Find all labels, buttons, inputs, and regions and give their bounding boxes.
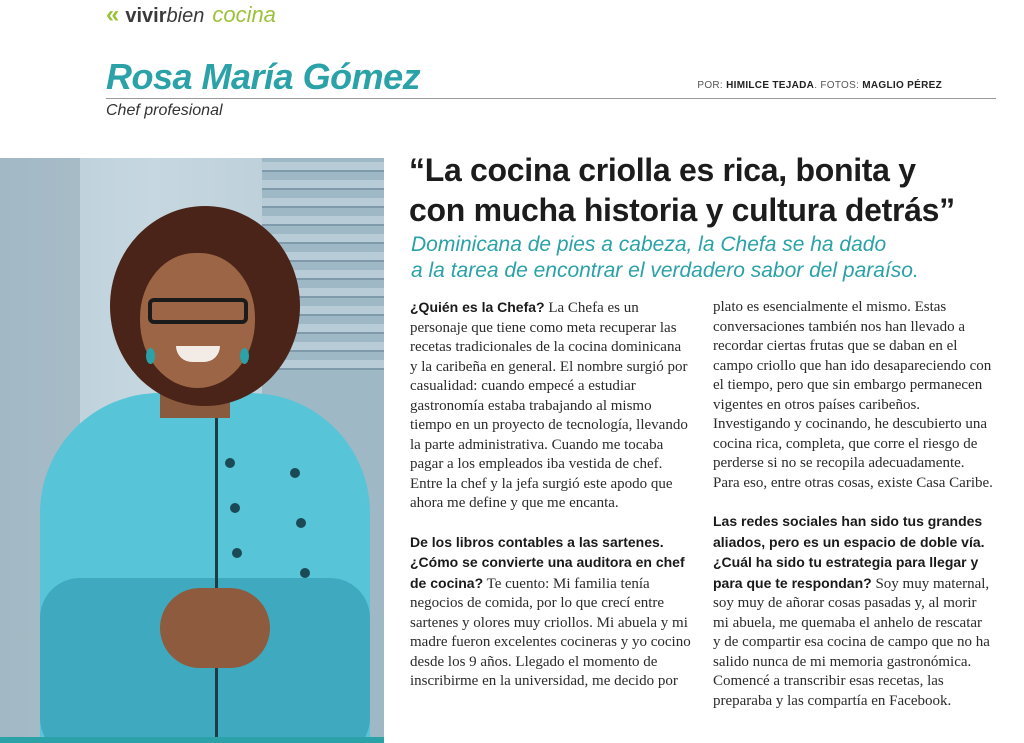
question: De los libros contables a las sartenes. ¿Cómo se convierte una auditora en chef de cocina?	[410, 533, 685, 591]
chevron-left-icon: «	[106, 1, 114, 28]
interviewee-role: Chef profesional	[106, 102, 223, 119]
headline-line-1: “La cocina criolla es rica, bonita y	[409, 152, 916, 188]
headline-line-2: con mucha historia y cultura detrás”	[409, 192, 955, 228]
article-deck	[411, 232, 1011, 284]
paragraph: plato es esencialmente el mismo. Estas conversaciones también nos han llevado a recordar ciertas frutas que se daban en el campo criollo que han ido desapareciendo con el tiempo, pero que sin embargo permanecen vigentes en otros países caribeños. Investigando y cocinando, he descubierto una cocina rica, completa, que corre el riesgo de perderse si no se recopila adecuadamente. Para eso, entre otras cosas, existe Casa Caribe.	[713, 299, 993, 491]
question: ¿Quién es la Chefa?	[410, 299, 545, 315]
byline-por-label: POR:	[697, 80, 723, 91]
body-column-right	[713, 298, 993, 730]
byline-fotos-label: . FOTOS:	[814, 80, 860, 91]
byline	[697, 80, 942, 91]
answer: La Chefa es un personaje que tiene como meta recuperar las recetas tradicionales de la cocina dominicana y la caribeña en general. El nombre surgió por casualidad: cuando empecé a estudiar gastronomía estaba trabajando al mismo tiempo en un proyecto de tecnología, llevando la parte administrativa. Cuando me tocaba pagar a los empleados iba vestida de chef. Entre la chef y la jefa surgió este apodo que ahora me define y que me encanta.	[410, 300, 688, 511]
paragraph	[713, 512, 993, 711]
byline-photographer: MAGLIO PÉREZ	[862, 80, 942, 91]
byline-author: HIMILCE TEJADA	[726, 80, 815, 91]
body-column-left	[410, 298, 692, 711]
article-headline	[409, 150, 1009, 230]
paragraph	[410, 533, 692, 692]
paragraph	[410, 298, 692, 514]
glasses	[148, 298, 248, 324]
question: Las redes sociales han sido tus grandes aliados, pero es un espacio de doble vía. ¿Cuál ha sido tu estrategia para llegar y para que te respondan?	[713, 513, 985, 591]
answer: Soy muy maternal, soy muy de añorar cosas pasadas y, al morir mi abuela, me quemaba el anhelo de rescatar y de compartir esa cocina de campo que no ha salido nunca de mi memoria gastronómica. Comencé a transcribir esas recetas, las preparaba y las compartía en Facebook.	[713, 575, 990, 709]
section-bien: bien	[166, 5, 205, 27]
answer: Te cuento: Mi familia tenía negocios de comida, por lo que crecí entre sartenes y olores muy criollos. Mi abuela y mi madre fueron excelentes cocineras y yo cocino desde los 9 años. Llegado el momento de inscribirme en la universidad, me decido por	[410, 575, 691, 689]
section-cocina: cocina	[212, 2, 276, 27]
section-vivir: vivir	[125, 5, 167, 27]
deck-line-2: a la tarea de encontrar el verdadero sabor del paraíso.	[411, 259, 919, 282]
chef-photo	[0, 158, 384, 743]
interviewee-name: Rosa María Gómez	[106, 56, 421, 97]
header-divider	[106, 98, 996, 99]
section-tag	[106, 2, 276, 28]
chef-hands	[160, 588, 270, 668]
deck-line-1: Dominicana de pies a cabeza, la Chefa se ha dado	[411, 233, 887, 256]
